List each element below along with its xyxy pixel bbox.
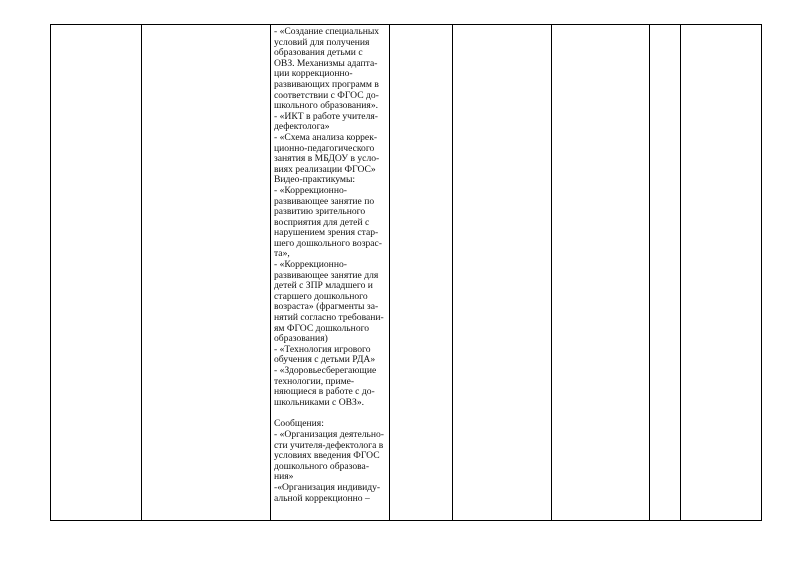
text-line: нятий согласно требовани- [274, 312, 384, 324]
text-line: развивающее занятие по [274, 195, 375, 207]
text-line: Видео-практикумы: [274, 174, 356, 186]
text-line: - «Коррекционно- [274, 184, 347, 196]
text-line: занятия в МБДОУ в усло- [274, 153, 380, 165]
text-line: восприятия для детей с [274, 216, 370, 228]
text-line: ния» [274, 471, 294, 483]
text-line: образования) [274, 333, 328, 345]
text-line: няющиеся в работе с до- [274, 386, 375, 398]
table-row [51, 25, 762, 521]
text-line: - «Организация деятельно- [274, 428, 384, 440]
table-cell-content [271, 25, 390, 521]
text-line: нарушением зрения стар- [274, 227, 379, 239]
cell-text-block [274, 27, 387, 504]
text-line: условиях введения ФГОС [274, 450, 380, 462]
text-line: ям ФГОС дошкольного [274, 322, 370, 334]
document-table [50, 24, 762, 521]
table-cell-col-8 [681, 25, 762, 521]
text-line: - «Схема анализа коррек- [274, 131, 378, 143]
text-line: та», [274, 248, 290, 260]
text-line: сти учителя-дефектолога в [274, 439, 384, 451]
table-cell-col-5 [453, 25, 552, 521]
text-line: шего дошкольного возрас- [274, 237, 382, 249]
text-line: образования детьми с [274, 47, 363, 59]
text-line: - «Здоровьесберегающие [274, 365, 377, 376]
table-cell-col-1 [51, 25, 142, 521]
text-line: развивающих программ в [274, 78, 379, 90]
text-line: школьного образования». [274, 100, 379, 112]
text-line: ционно-педагогического [274, 142, 375, 154]
text-line: дефектолога» [274, 121, 330, 133]
table-cell-col-4 [390, 25, 453, 521]
text-line: - «ИКТ в работе учителя- [274, 110, 378, 122]
text-line: условий для получения [274, 36, 370, 48]
text-line: обучения с детьми РДА» [274, 354, 376, 366]
table-cell-col-7 [650, 25, 681, 521]
text-line: технологии, приме- [274, 375, 355, 387]
text-line: дошкольного образова- [274, 460, 370, 472]
table-cell-col-6 [552, 25, 650, 521]
text-line: школьниками с ОВЗ». [274, 396, 365, 408]
text-line: виях реализации ФГОС» [274, 163, 376, 175]
text-line: - «Создание специальных [274, 26, 380, 37]
text-line: возраста» (фрагменты за- [274, 301, 379, 313]
text-line: альной коррекционно – [274, 492, 370, 504]
text-line: старшего дошкольного [274, 290, 368, 302]
text-line: развитию зрительного [274, 206, 366, 218]
text-line: ОВЗ. Механизмы адапта- [274, 57, 378, 69]
text-line: ции коррекционно- [274, 68, 353, 80]
text-line: детей с ЗПР младшего и [274, 280, 373, 292]
text-line: Сообщения: [274, 418, 324, 430]
text-line: -«Организация индивиду- [274, 481, 381, 493]
text-line: - «Технология игрового [274, 343, 371, 355]
text-line: развивающее занятие для [274, 269, 379, 281]
text-line: - «Коррекционно- [274, 259, 347, 271]
text-line: соответствии с ФГОС до- [274, 89, 379, 101]
table-cell-col-2 [142, 25, 271, 521]
